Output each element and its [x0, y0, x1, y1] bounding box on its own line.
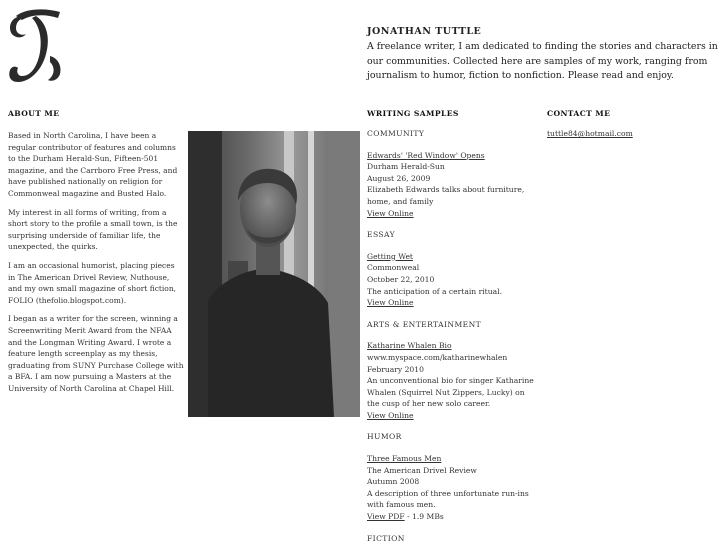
sample-publication: Durham Herald-Sun: [367, 162, 445, 172]
author-name: JONATHAN TUTTLE: [367, 26, 482, 37]
sample-date: August 26, 2009: [367, 173, 431, 183]
about-paragraph: My interest in all forms of writing, from a short story to the profile a small town, is the surprising underside of familiar life, the unexpected, the quirks.: [8, 207, 178, 252]
contact-heading: CONTACT ME: [547, 109, 611, 118]
sample-title-link[interactable]: Three Famous Men: [367, 454, 442, 464]
about-paragraph: I began as a writer for the screen, winning a Screenwriting Merit Award from the NFAA and the Longman Writing Award. I wrote a feature length screenplay as my thesis, graduating from SUNY Purchase College with a BFA. I am now pursuing a Masters at the University of North Carolina at Chapel Hill.: [8, 314, 184, 393]
sample-entry: [367, 150, 537, 220]
sample-title-link[interactable]: Getting Wet: [367, 251, 413, 261]
about-text: [8, 130, 184, 401]
writing-samples-list: [367, 128, 537, 545]
about-paragraph: I am an occasional humorist, placing pieces in The American Drivel Review, Nuthouse, and my own small magazine of short fiction, FOLIO (thefolio.blogspot.com).: [8, 260, 177, 305]
sample-publication: The American Drivel Review: [367, 465, 477, 475]
intro-text: A freelance writer, I am dedicated to finding the stories and characters in our communities. Collected here are samples of my work, ranging from journalism to humor, fiction to nonfiction. Please read and enjoy.: [367, 41, 718, 81]
category-humor: HUMOR: [367, 432, 402, 442]
sample-date: October 22, 2010: [367, 274, 435, 284]
sample-publication: www.myspace.com/katharinewhalen: [367, 352, 508, 362]
category-arts: ARTS & ENTERTAINMENT: [367, 319, 482, 329]
view-online-link[interactable]: View Online: [367, 208, 414, 218]
sample-description: Elizabeth Edwards talks about furniture, home, and family: [367, 185, 525, 206]
sample-entry: [367, 251, 537, 309]
category-fiction: FICTION: [367, 533, 405, 543]
script-j-logo-icon: [6, 6, 64, 86]
sample-description: The anticipation of a certain ritual.: [367, 286, 502, 296]
about-paragraph: Based in North Carolina, I have been a regular contributor of features and columns to the Durham Herald-Sun, Fifteen-501 magazine, and the Carrboro Free Press, and have published nationally on religion for Commonweal magazine and Busted Halo.: [8, 131, 178, 198]
category-essay: ESSAY: [367, 230, 396, 240]
author-portrait: [188, 131, 360, 417]
intro-block: [367, 26, 719, 84]
category-community: COMMUNITY: [367, 129, 425, 138]
pdf-line: [367, 511, 537, 523]
sample-description: An unconventional bio for singer Katharine Whalen (Squirrel Nut Zippers, Lucky) on the cusp of her new solo career.: [367, 376, 534, 409]
sample-entry: [367, 453, 537, 523]
sample-title-link[interactable]: Katharine Whalen Bio: [367, 341, 452, 351]
about-heading: ABOUT ME: [8, 109, 60, 118]
view-pdf-link[interactable]: View PDF: [367, 512, 405, 522]
contact-block: [547, 129, 633, 138]
pdf-size: - 1.9 MBs: [404, 512, 444, 522]
email-link[interactable]: tuttle84@hotmail.com: [547, 129, 633, 138]
writing-samples-heading: WRITING SAMPLES: [367, 109, 459, 118]
sample-entry: [367, 340, 537, 421]
sample-title-link[interactable]: Edwards' 'Red Window' Opens: [367, 150, 485, 160]
view-online-link[interactable]: View Online: [367, 298, 414, 308]
sample-publication: Commonweal: [367, 263, 420, 273]
view-online-link[interactable]: View Online: [367, 410, 414, 420]
sample-description: A description of three unfortunate run-ins with famous men.: [367, 488, 529, 510]
sample-date: Autumn 2008: [367, 477, 420, 487]
sample-date: February 2010: [367, 364, 424, 374]
